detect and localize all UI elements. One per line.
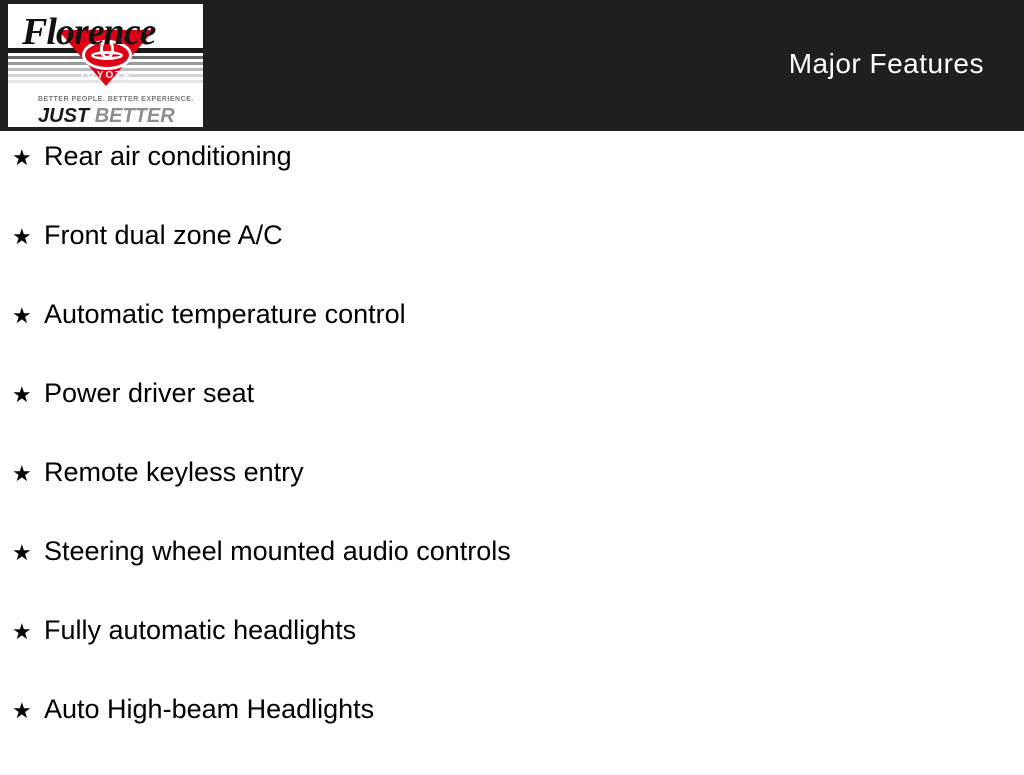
feature-label: Front dual zone A/C <box>44 220 283 250</box>
feature-label: Automatic temperature control <box>44 299 406 329</box>
list-item <box>0 617 1024 696</box>
feature-label: Power driver seat <box>44 378 255 408</box>
list-item <box>0 696 1024 775</box>
logo-tagline-big <box>38 105 175 127</box>
star-bullet-icon: ★ <box>12 619 32 644</box>
feature-list <box>0 143 1024 775</box>
logo-tagline-just: JUST <box>38 105 90 127</box>
list-item <box>0 538 1024 617</box>
list-item <box>0 380 1024 459</box>
feature-label: Steering wheel mounted audio controls <box>44 536 511 566</box>
logo-inner <box>8 4 203 127</box>
feature-label: Fully automatic headlights <box>44 615 357 645</box>
star-bullet-icon: ★ <box>12 224 32 249</box>
star-bullet-icon: ★ <box>12 461 32 486</box>
page-title: Major Features <box>788 48 984 79</box>
feature-label: Rear air conditioning <box>44 141 292 171</box>
feature-label: Auto High-beam Headlights <box>44 694 375 724</box>
logo-dealer-name: Florence <box>22 11 156 53</box>
list-item <box>0 143 1024 222</box>
star-bullet-icon: ★ <box>12 698 32 723</box>
feature-label: Remote keyless entry <box>44 457 304 487</box>
list-item <box>0 301 1024 380</box>
list-item <box>0 459 1024 538</box>
dealer-logo <box>8 4 203 127</box>
logo-tagline-better: BETTER <box>94 105 175 127</box>
header-bar <box>0 0 1024 131</box>
star-bullet-icon: ★ <box>12 540 32 565</box>
logo-brand-text: TOYOTA <box>79 70 132 81</box>
star-bullet-icon: ★ <box>12 303 32 328</box>
list-item <box>0 222 1024 301</box>
star-bullet-icon: ★ <box>12 382 32 407</box>
star-bullet-icon: ★ <box>12 145 32 170</box>
logo-tagline-small: BETTER PEOPLE. BETTER EXPERIENCE. <box>38 96 194 103</box>
